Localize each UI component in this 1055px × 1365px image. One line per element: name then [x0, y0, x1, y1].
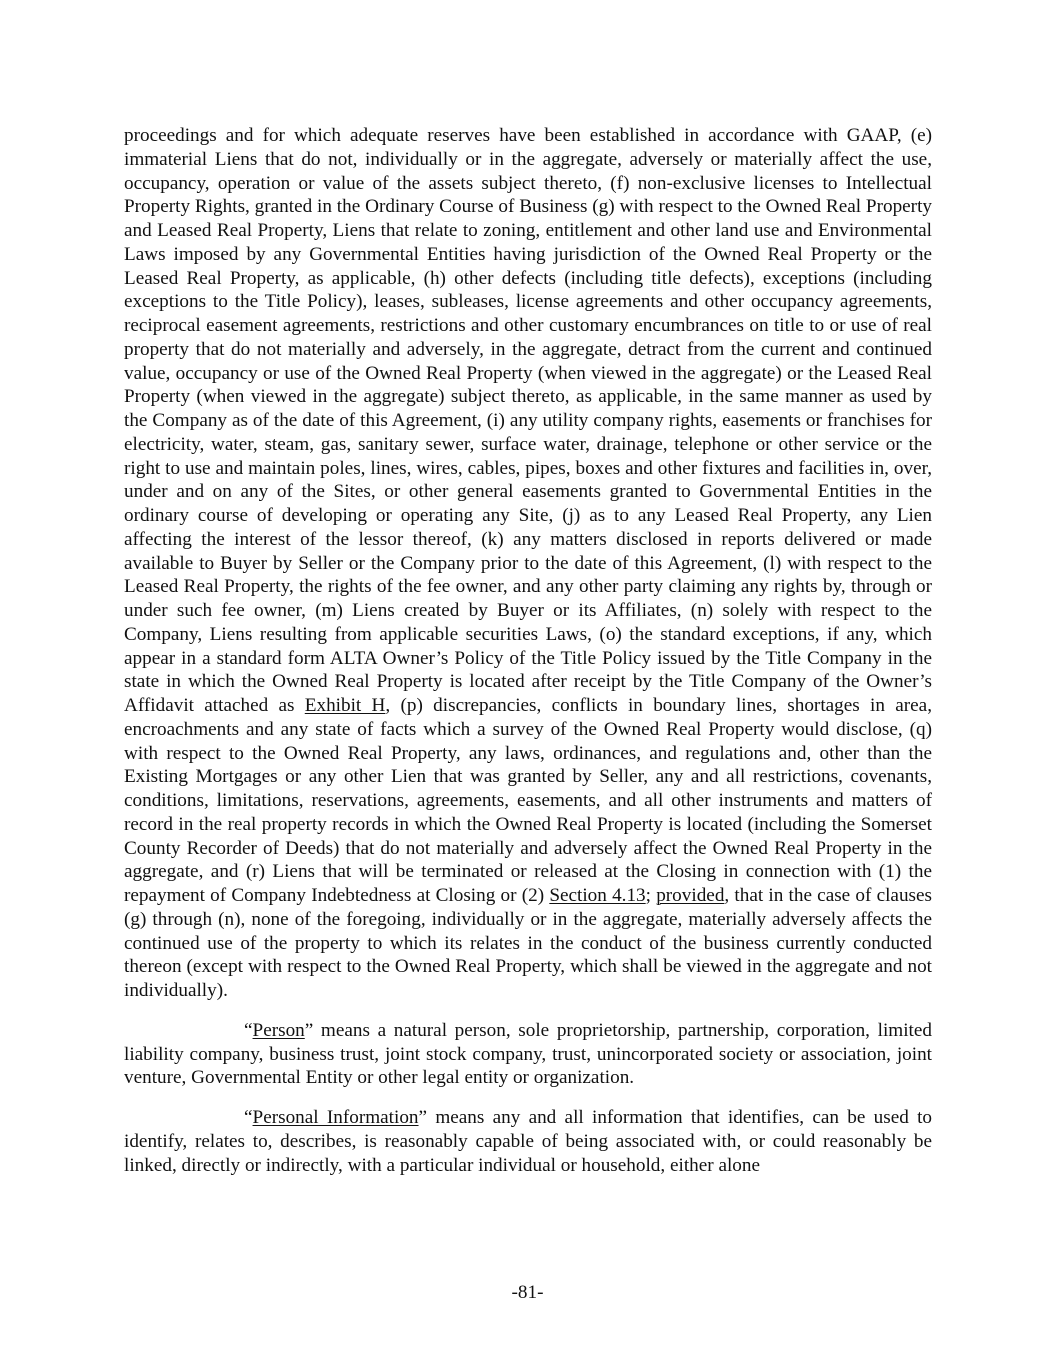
text-segment: ;	[645, 885, 657, 906]
link-section-4-13: Section 4.13	[549, 885, 646, 906]
paragraph-definition-personal-information	[124, 1106, 932, 1177]
definition-text: ” means a natural person, sole proprietorship, partnership, corporation, limited liability company, business trust, joint stock company, trust, unincorporated society or association, joint venture, Governmental Entity or other legal entity or organization.	[124, 1019, 932, 1089]
text-segment: , (p) discrepancies, conflicts in boundary lines, shortages in area, encroachments and any state of facts which a survey of the Owned Real Property would disclose, (q) with respect to the Owned Real Property, any laws, ordinances, and regulations and, other than the Existing Mortgages or any other Lien that was granted by Seller, any and all restrictions, covenants, conditions, limitations, reservations, agreements, easements, and all other instruments and matters of record in the real property records in which the Owned Real Property is located (including the Somerset County Recorder of Deeds) that do not materially and adversely affect the Owned Real Property in the aggregate, and (r) Liens that will be terminated or released at the Closing in connection with (1) the repayment of Company Indebtedness at Closing or (2)	[124, 695, 932, 906]
open-quote: “	[244, 1107, 253, 1128]
term-provided: provided	[656, 885, 725, 906]
link-exhibit-h: Exhibit H	[304, 695, 386, 716]
paragraph-permitted-liens-continuation	[124, 124, 932, 1003]
definition-text: ” means any and all information that identifies, can be used to identify, relates to, describes, is reasonably capable of being associated with, or could reasonably be linked, directly or indirectly, with a particular individual or household, either alone	[124, 1107, 932, 1176]
defined-term-person: Person	[252, 1019, 305, 1041]
text-segment: , that in the case of clauses (g) through (n), none of the foregoing, individually or in the aggregate, materially adversely affects the continued use of the property to which its relates in the conduct of the business currently conducted thereon (except with respect to the Owned Real Property, which shall be viewed in the aggregate and not individually).	[124, 885, 932, 1001]
paragraph-definition-person	[124, 1019, 932, 1090]
document-page-body	[124, 124, 932, 1177]
page-number: -81-	[511, 1282, 544, 1303]
text-segment: proceedings and for which adequate reserves have been established in accordance with GAAP, (e) immaterial Liens that do not, individually or in the aggregate, adversely or materially affect the use, occupancy, operation or value of the assets subject thereto, (f) non-exclusive licenses to Intellectual Property Rights, granted in the Ordinary Course of Business (g) with respect to the Owned Real Property and Leased Real Property, Liens that relate to zoning, entitlement and other land use and Environmental Laws imposed by any Governmental Entities having jurisdiction of the Owned Real Property or the Leased Real Property, as applicable, (h) other defects (including title defects), exceptions (including exceptions to the Title Policy), leases, subleases, license agreements and other occupancy agreements, reciprocal easement agreements, restrictions and other customary encumbrances on title to or use of real property that do not materially and adversely, in the aggregate, detract from the current and continued value, occupancy or use of the Owned Real Property (when viewed in the aggregate) or the Leased Real Property (when viewed in the aggregate) subject thereto, as applicable, in the same manner as used by the Company as of the date of this Agreement, (i) any utility company rights, easements or franchises for electricity, water, steam, gas, sanitary sewer, surface water, drainage, telephone or other service or the right to use and maintain poles, lines, wires, cables, pipes, boxes and other fixtures and facilities in, over, under and on any of the Sites, or other general easements granted to Governmental Entities in the ordinary course of developing or operating any Site, (j) as to any Leased Real Property, any Lien affecting the interest of the lessor thereof, (k) any matters disclosed in reports delivered or made available to Buyer by Seller or the Company prior to the date of this Agreement, (l) with respect to the Leased Real Property, the rights of the fee owner, and any other party claiming any rights by, through or under such fee owner, (m) Liens created by Buyer or its Affiliates, (n) solely with respect to the Company, Liens resulting from applicable securities Laws, (o) the standard exceptions, if any, which appear in a standard form ALTA Owner’s Policy of the Title Policy issued by the Title Company in the state in which the Owned Real Property is located after receipt by the Title Company of the Owner’s Affidavit attached as	[124, 125, 932, 716]
defined-term-personal-information: Personal Information	[252, 1107, 419, 1128]
open-quote: “	[244, 1019, 253, 1041]
